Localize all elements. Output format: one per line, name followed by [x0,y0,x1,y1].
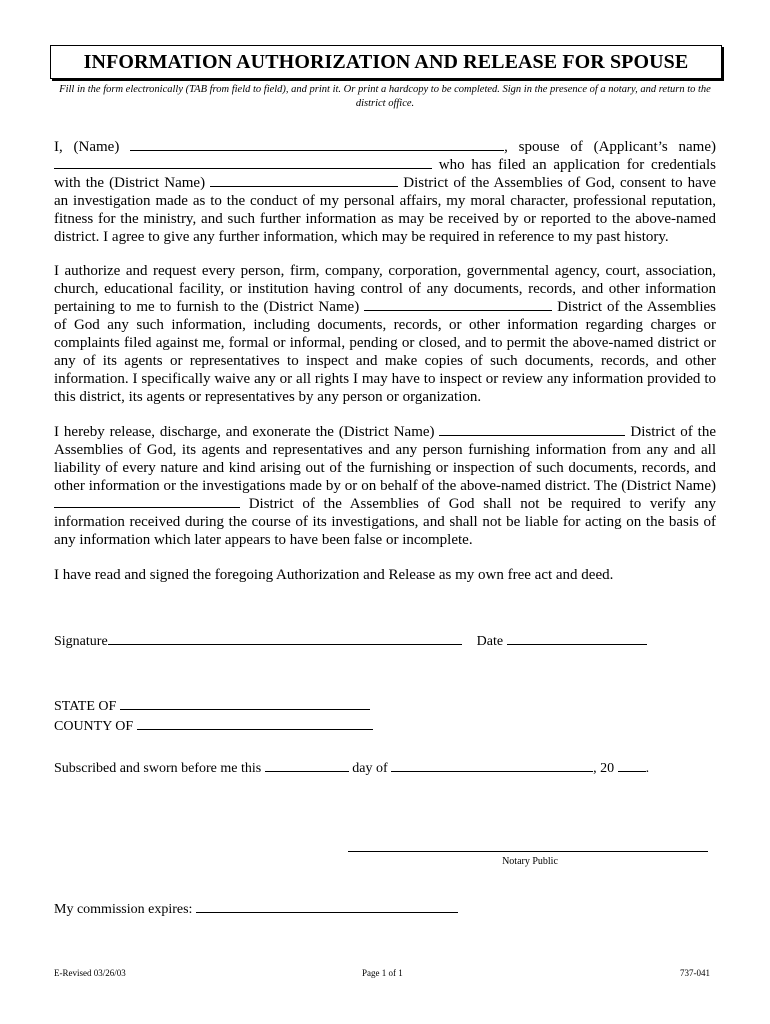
paragraph-release [54,423,716,549]
date-label: Date [476,634,504,649]
district-name-field-3[interactable] [439,423,625,436]
footer-form-number: 737-041 [680,968,710,978]
spouse-label: , spouse of (Applicant’s name) [504,139,716,155]
sworn-day-field[interactable] [265,759,349,772]
notary-signature-line[interactable] [348,851,708,852]
paragraph-authorize [54,262,716,406]
release-text-2: District of the Assemblies of God, its agents and representatives and any person furnishing information from any and all liability of every nature and kind arising out of the furnishing or inspection of such documents, records, and other information or the investigations made by or on behalf of the above-named district. The (District Name) [54,424,716,494]
signature-label: Signature [54,634,108,649]
footer-revised: E-Revised 03/26/03 [54,968,126,978]
instructions: Fill in the form electronically (TAB from field to field), and print it. Or print a hardcopy to be completed. Sign in the presence of a notary, and return to the district office. [59,84,711,109]
consent-text: District of the Assemblies of God, consent to have an investigation made as to the conduct of my personal affairs, my moral character, professional reputation, fitness for the ministry, and such further information as may be received by or reported to the above-named district. I agree to give any further information, which may be required in reference to my past history. [54,175,716,245]
district-name-field-2[interactable] [364,298,552,311]
state-row [54,697,370,716]
sworn-label: Subscribed and sworn before me this [54,761,262,776]
county-label: COUNTY OF [54,719,134,734]
sworn-month-field[interactable] [391,759,593,772]
county-row [54,717,373,736]
sworn-row [54,759,649,778]
district-name-field-4[interactable] [54,495,240,508]
district-name-label-1: with the (District Name) [54,175,206,191]
commission-label: My commission expires: [54,902,193,917]
notary-public-label: Notary Public [502,856,558,867]
footer-page: Page 1 of 1 [362,968,403,978]
signature-field[interactable] [108,632,462,645]
paragraph-consent [54,138,716,246]
authorize-text-2: District of the Assemblies of God any such information, including documents, records, or other information regarding charges or complaints filed against me, formal or informal, pending or closed, and to permit the above-named district or any of its agents or representatives to inspect and make copies of such documents, records, and other information. I specifically waive any or all rights I may have to inspect or review any information provided to this district, its agents or representatives by any person or organization. [54,299,717,405]
sworn-period: . [645,761,650,776]
filed-text: who has filed an application for credentials [438,157,717,173]
year-prefix-label: , 20 [593,761,615,776]
release-text: I hereby release, discharge, and exonerate the (District Name) [54,424,435,440]
applicant-name-field[interactable] [54,156,432,169]
commission-row [54,900,458,919]
signature-row [54,632,647,651]
form-title: INFORMATION AUTHORIZATION AND RELEASE FOR SPOUSE [50,45,722,79]
paragraph-acknowledge: I have read and signed the foregoing Authorization and Release as my own free act and deed. [54,567,614,583]
sworn-year-field[interactable] [618,759,646,772]
commission-field[interactable] [196,900,458,913]
release-text-3: District of the Assemblies of God shall not be required to verify any information received during the course of its investigations, and shall not be liable for acting on the basis of any information which later appears to have been false or incomplete. [54,496,717,548]
name-field[interactable] [130,138,504,151]
county-field[interactable] [137,717,373,730]
state-field[interactable] [120,697,370,710]
state-label: STATE OF [54,699,117,714]
district-name-field-1[interactable] [210,174,398,187]
name-label: I, (Name) [54,139,120,155]
date-field[interactable] [507,632,647,645]
day-of-label: day of [352,761,388,776]
authorize-text: I authorize and request every person, firm, company, corporation, governmental agency, court, association, church, educational facility, or institution having control of any documents, records, and other information pertaining to me to furnish to the (District Name) [54,263,716,315]
